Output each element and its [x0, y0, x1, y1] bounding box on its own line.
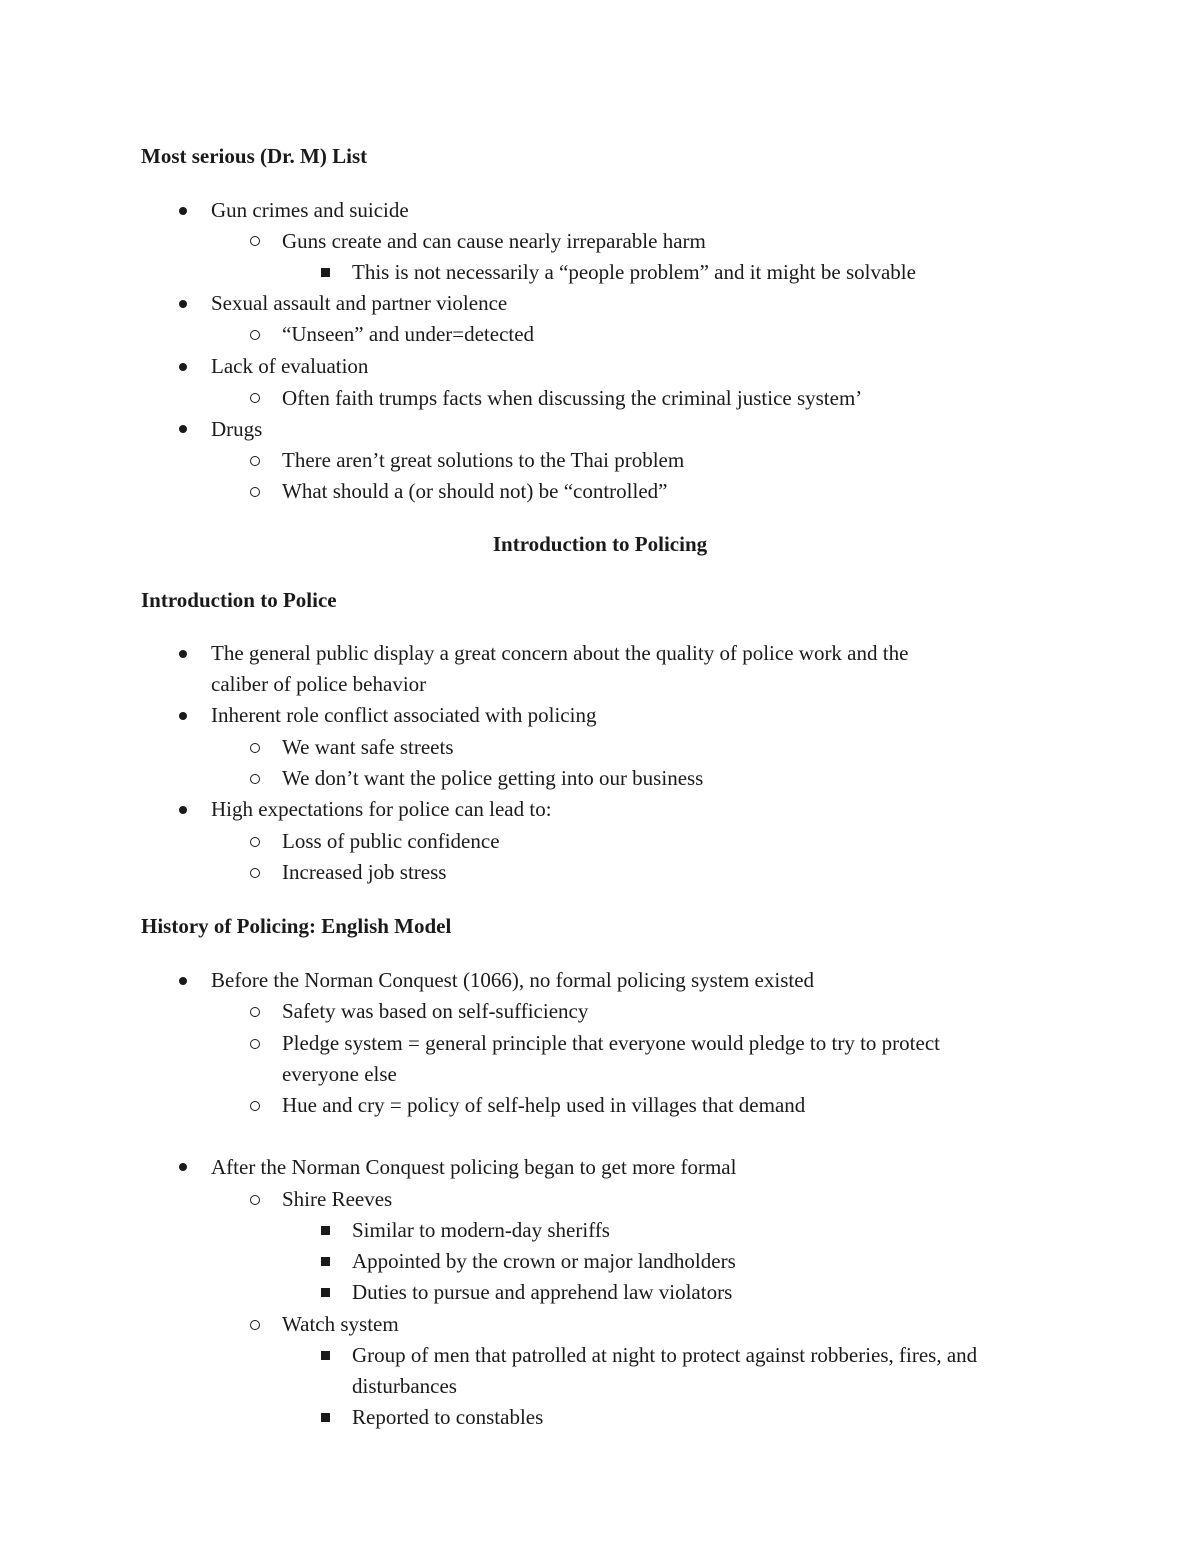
- section-heading-intro-police: Introduction to Police: [141, 588, 337, 612]
- bullet-disc-icon: [179, 977, 187, 985]
- list-item: Similar to modern-day sheriffs: [352, 1218, 610, 1242]
- bullet-circle-icon: [250, 487, 260, 497]
- bullet-circle-icon: [250, 774, 260, 784]
- bullet-disc-icon: [179, 806, 187, 814]
- list-item: Group of men that patrolled at night to protect against robberies, fires, and: [352, 1343, 978, 1367]
- list-item: The general public display a great concern about the quality of police work and the: [211, 641, 909, 665]
- list-item: After the Norman Conquest policing began to get more formal: [211, 1155, 737, 1179]
- bullet-square-icon: [321, 1413, 330, 1422]
- list-item: Shire Reeves: [282, 1187, 393, 1211]
- list-item: Duties to pursue and apprehend law violators: [352, 1280, 733, 1304]
- bullet-disc-icon: [179, 712, 187, 720]
- list-item: Before the Norman Conquest (1066), no formal policing system existed: [211, 968, 815, 992]
- bullet-circle-icon: [250, 330, 260, 340]
- bullet-circle-icon: [250, 837, 260, 847]
- bullet-disc-icon: [179, 363, 187, 371]
- bullet-disc-icon: [179, 650, 187, 658]
- bullet-square-icon: [321, 1351, 330, 1360]
- bullet-circle-icon: [250, 1101, 260, 1111]
- list-item: We want safe streets: [282, 735, 454, 759]
- page-title: Introduction to Policing: [492, 532, 708, 556]
- bullet-square-icon: [321, 1288, 330, 1297]
- list-item-continuation: everyone else: [282, 1062, 397, 1086]
- list-item: Increased job stress: [282, 860, 447, 884]
- bullet-circle-icon: [250, 1320, 260, 1330]
- bullet-square-icon: [321, 1257, 330, 1266]
- list-item-continuation: caliber of police behavior: [211, 672, 427, 696]
- bullet-circle-icon: [250, 393, 260, 403]
- list-item: Watch system: [282, 1312, 399, 1336]
- list-item: Loss of public confidence: [282, 829, 500, 853]
- list-item: Gun crimes and suicide: [211, 198, 409, 222]
- list-item-continuation: disturbances: [352, 1374, 457, 1398]
- list-item: Pledge system = general principle that everyone would pledge to try to protect: [282, 1031, 940, 1055]
- list-item: Often faith trumps facts when discussing the criminal justice system’: [282, 386, 863, 410]
- bullet-circle-icon: [250, 236, 260, 246]
- list-item: Safety was based on self-sufficiency: [282, 999, 589, 1023]
- section-heading-history: History of Policing: English Model: [141, 914, 452, 938]
- list-item: “Unseen” and under=detected: [282, 322, 535, 346]
- list-item: Sexual assault and partner violence: [211, 291, 508, 315]
- list-item: Inherent role conflict associated with policing: [211, 703, 597, 727]
- list-item: What should a (or should not) be “controlled”: [282, 479, 668, 503]
- bullet-square-icon: [321, 268, 330, 277]
- bullet-circle-icon: [250, 743, 260, 753]
- list-item: Drugs: [211, 417, 263, 441]
- list-item: There aren’t great solutions to the Thai problem: [282, 448, 685, 472]
- list-item: Reported to constables: [352, 1405, 544, 1429]
- bullet-circle-icon: [250, 1007, 260, 1017]
- list-item: High expectations for police can lead to:: [211, 797, 552, 821]
- bullet-circle-icon: [250, 868, 260, 878]
- list-item: Guns create and can cause nearly irreparable harm: [282, 229, 706, 253]
- bullet-disc-icon: [179, 207, 187, 215]
- list-item: Appointed by the crown or major landholders: [352, 1249, 736, 1273]
- bullet-circle-icon: [250, 1039, 260, 1049]
- list-item: Hue and cry = policy of self-help used in villages that demand: [282, 1093, 806, 1117]
- list-item: This is not necessarily a “people problem” and it might be solvable: [352, 260, 916, 284]
- bullet-circle-icon: [250, 1195, 260, 1205]
- bullet-square-icon: [321, 1226, 330, 1235]
- section-heading-most-serious: Most serious (Dr. M) List: [141, 144, 368, 168]
- list-item: We don’t want the police getting into our business: [282, 766, 704, 790]
- bullet-disc-icon: [179, 425, 187, 433]
- list-item: Lack of evaluation: [211, 354, 369, 378]
- bullet-disc-icon: [179, 1163, 187, 1171]
- bullet-disc-icon: [179, 300, 187, 308]
- bullet-circle-icon: [250, 456, 260, 466]
